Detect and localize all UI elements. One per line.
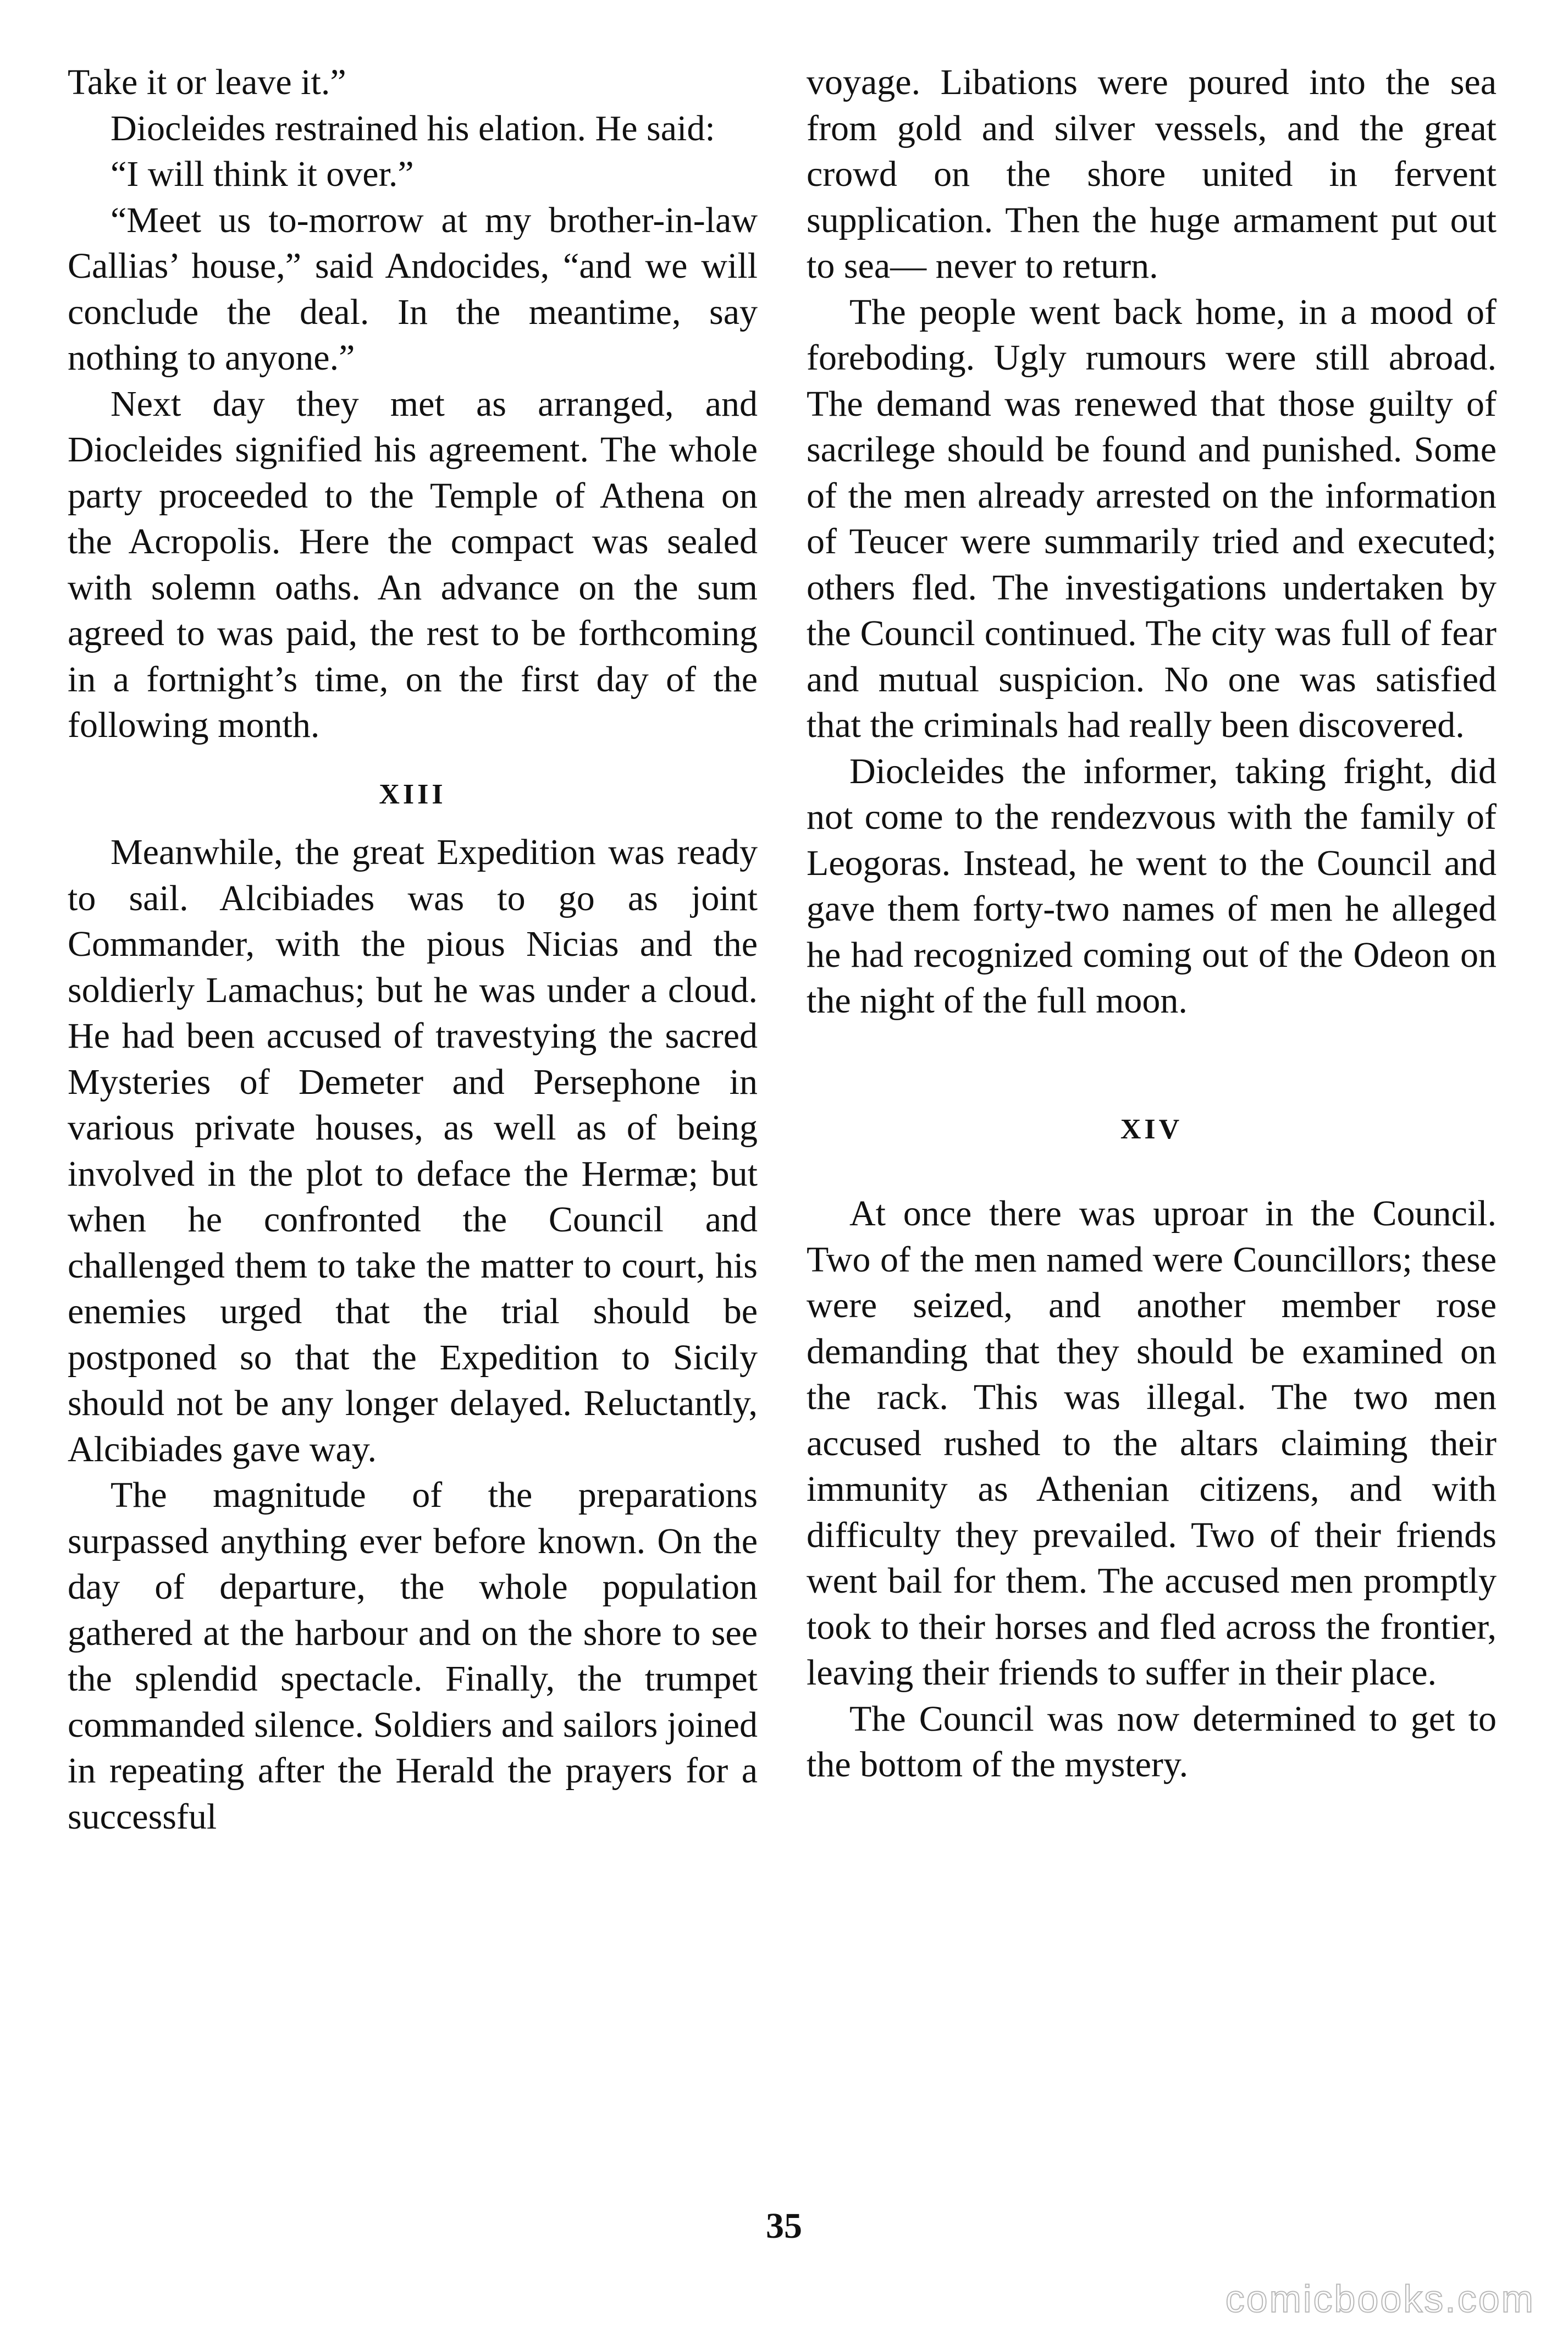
paragraph: Meanwhile, the great Expedition was ready to sail. Alcibiades was to go as joint Commander, with the pious Nicias and the soldierly Lamachus; but he was under a cloud. He had been accused of travestying the sacred Mysteries of Demeter and Persephone in various private houses, as well as of being involved in the plot to deface the Hermæ; but when he confronted the Council and challenged them to take the matter to court, his enemies urged that the trial should be postponed so that the Expedition to Sicily should not be any longer delayed. Reluctantly, Alcibiades gave way. [68,832,758,1469]
paragraph: The Council was now determined to get to the bottom of the mystery. [807,1698,1497,1785]
paragraph: Next day they met as arranged, and Diocleides signified his agreement. The whole party proceeded to the Temple of Athena on the Acropolis. Here the compact was sealed with solemn oaths. An advance on the sum agreed to was paid, the rest to be forthcoming in a fortnight’s time, on the first day of the following month. [68,383,758,745]
left-column [68,59,758,1840]
paragraph: Diocleides restrained his elation. He said: [111,108,715,148]
page-number: 35 [766,2206,802,2246]
paragraph: At once there was uproar in the Council. Two of the men named were Councillors; these were seized, and another member rose demanding that they should be examined on the rack. This was illegal. The two men accused rushed to the altars claiming their immunity as Athenian citizens, and with difficulty they prevailed. Two of their friends went bail for them. The accused men promptly took to their horses and fled across the frontier, leaving their friends to suffer in their place. [807,1193,1497,1693]
paragraph: voyage. Libations were poured into the sea from gold and silver vessels, and the great crowd on the shore united in fervent supplication. Then the huge armament put out to sea— never to return. [807,62,1497,286]
paragraph: The people went back home, in a mood of foreboding. Ugly rumours were still abroad. The demand was renewed that those guilty of sacrilege should be found and punished. Some of the men already arrested on the information of Teucer were summarily tried and executed; others fled. The investigations undertaken by the Council continued. The city was full of fear and mutual suspicion. No one was satisfied that the criminals had really been discovered. [807,291,1497,745]
section-heading-xiv: XIV [1120,1113,1183,1145]
paragraph: “Meet us to-morrow at my brother-in-law Callias’ house,” said Andocides, “and we will conclude the deal. In the meantime, say nothing to anyone.” [68,200,758,378]
section-heading-xiii: XIII [379,778,446,810]
paragraph: Diocleides the informer, taking fright, did not come to the rendezvous with the family of Leogoras. Instead, he went to the Council and gave them forty-two names of men he alleged he had recognized coming out of the Odeon on the night of the full moon. [807,751,1497,1021]
right-column [807,59,1497,1788]
paragraph: The magnitude of the preparations surpassed anything ever before known. On the day of departure, the whole population gathered at the harbour and on the shore to see the splendid spectacle. Finally, the trumpet commanded silence. Soldiers and sailors joined in repeating after the Herald the prayers for a successful [68,1475,758,1837]
paragraph: Take it or leave it.” [68,62,346,102]
paragraph: “I will think it over.” [111,154,414,194]
watermark: comicbooks.com [1225,2277,1535,2320]
